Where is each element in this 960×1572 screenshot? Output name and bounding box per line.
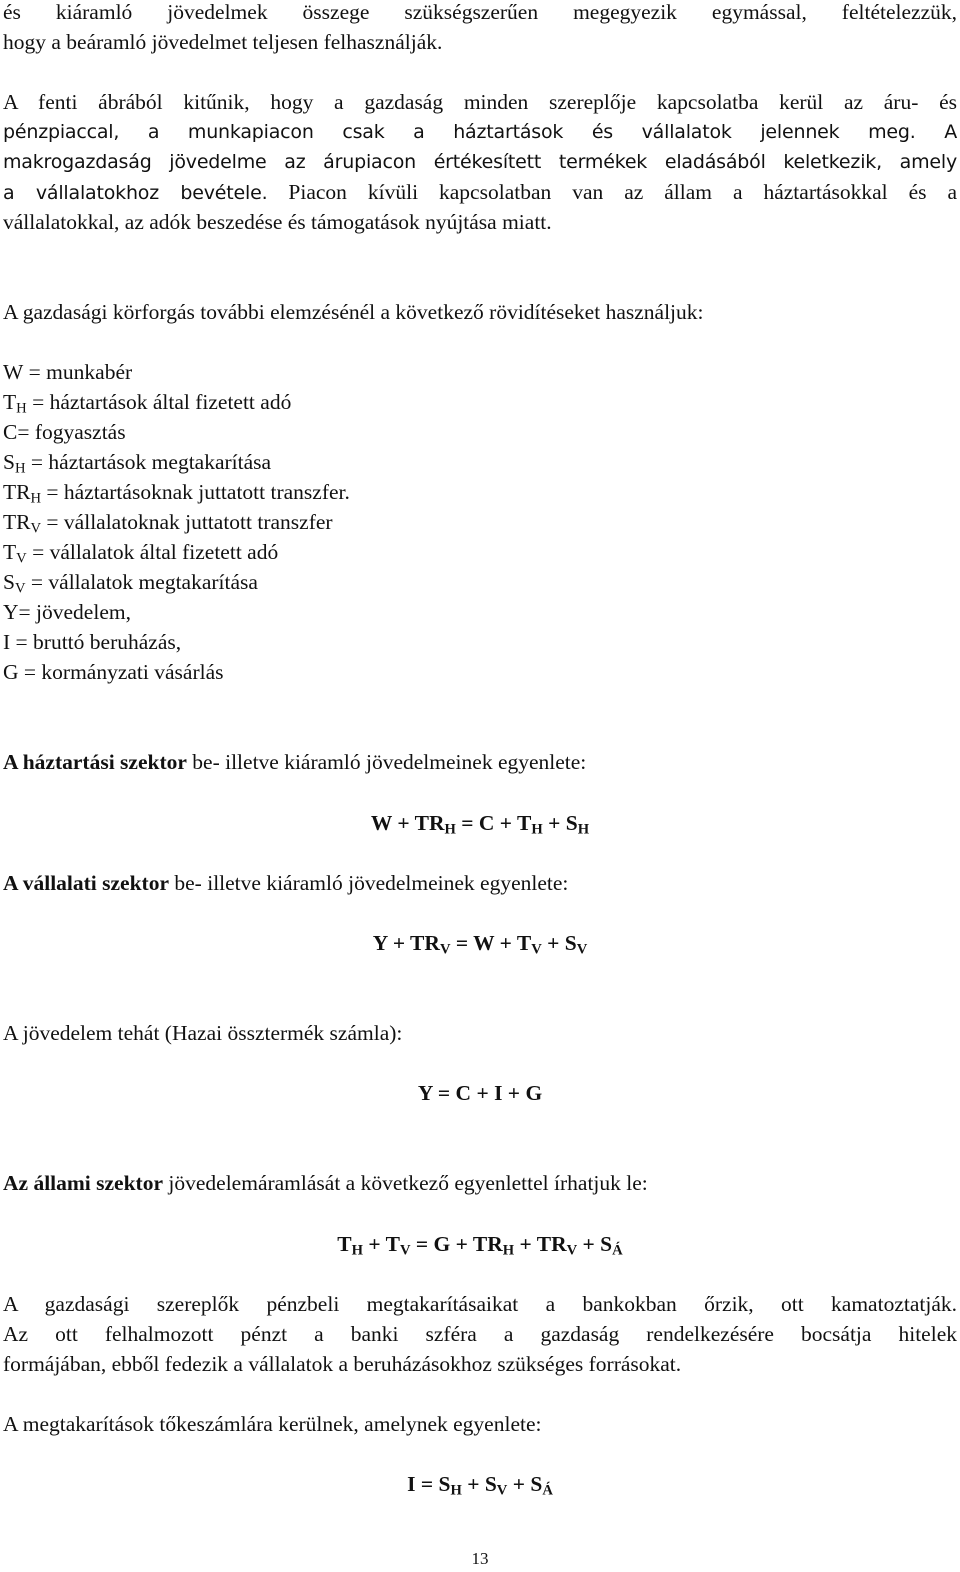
abbr-item: $T_V$ = vállalatok által fizetett adó — [3, 540, 279, 567]
abbr-item: $TR_V$ = vállalatoknak juttatott transzfer — [3, 510, 333, 537]
abbr-item: $S_V$ = vállalatok megtakarítása — [3, 570, 258, 597]
firm-equation: $Y + TR_V = W + T_V + S_V$ — [372, 931, 588, 958]
para1-line-4 — [3, 177, 957, 208]
abbr-item: I = bruttó beruházás, — [3, 630, 182, 654]
abbr-item: $T_H$ = háztartások által fizetett adó — [3, 390, 292, 417]
para1-line-1: A fenti ábrából kitűnik, hogy a gazdaság minden szereplője kapcsolatba kerül az áru- és — [3, 90, 957, 114]
abbr-item: $S_H$ = háztartások megtakarítása — [3, 450, 272, 477]
state-heading: Az állami szektor jövedelemáramlását a következő egyenlettel írhatjuk le: — [3, 1171, 648, 1195]
abbr-item: $TR_H$ = háztartásoknak juttatott transzfer. — [3, 480, 350, 507]
capital-equation: $I = S_H + S_V + S_Á$ — [407, 1472, 553, 1499]
abbr-item: G = kormányzati vásárlás — [3, 660, 224, 684]
household-equation: $W + TR_H = C + T_H + S_H$ — [370, 811, 590, 838]
abbr-item: C= fogyasztás — [3, 420, 126, 444]
para1-line-5: vállalatokkal, az adók beszedése és támogatások nyújtása miatt. — [3, 210, 552, 234]
intro-line-1: és kiáramló jövedelmek összege szükségszerűen megegyezik egymással, feltételezzük, — [3, 0, 957, 24]
household-heading: A háztartási szektor be- illetve kiáramló jövedelmeinek egyenlete: — [3, 750, 587, 774]
abbr-intro: A gazdasági körforgás további elemzésénél a következő rövidítéseket használjuk: — [3, 300, 704, 324]
state-equation: $T_H + T_V = G + TR_H + TR_V + S_Á$ — [337, 1232, 623, 1259]
para1-line-3: makrogazdaság jövedelme az árupiacon értékesített termékek eladásából keletkezik, amely — [3, 151, 957, 173]
abbr-item: W = munkabér — [3, 360, 133, 384]
savings-line-2: Az ott felhalmozott pénzt a banki szféra a gazdaság rendelkezésére bocsátja hitelek — [3, 1322, 957, 1346]
capital-heading: A megtakarítások tőkeszámlára kerülnek, amelynek egyenlete: — [3, 1412, 542, 1436]
savings-line-1: A gazdasági szereplők pénzbeli megtakarításaikat a bankokban őrzik, ott kamatoztatják. — [3, 1292, 957, 1316]
income-equation: Y = C + I + G — [417, 1081, 543, 1105]
savings-line-3: formájában, ebből fedezik a vállalatok a beruházásokhoz szükséges forrásokat. — [3, 1352, 682, 1376]
firm-heading: A vállalati szektor be- illetve kiáramló jövedelmeinek egyenlete: — [3, 871, 569, 895]
intro-line-2: hogy a beáramló jövedelmet teljesen felhasználják. — [3, 30, 443, 54]
abbr-item: Y= jövedelem, — [3, 600, 131, 624]
income-heading: A jövedelem tehát (Hazai össztermék számla): — [3, 1021, 403, 1045]
para1-line-4b: Piacon kívüli kapcsolatban van az állam a háztartásokkal és a — [267, 180, 957, 204]
para1-line-2: pénzpiaccal, a munkapiacon csak a háztartások és vállalatok jelennek meg. A — [3, 121, 957, 143]
page-number: 13 — [471, 1549, 489, 1568]
para1-line-4a: a vállalatokhoz bevétele. — [3, 182, 268, 204]
